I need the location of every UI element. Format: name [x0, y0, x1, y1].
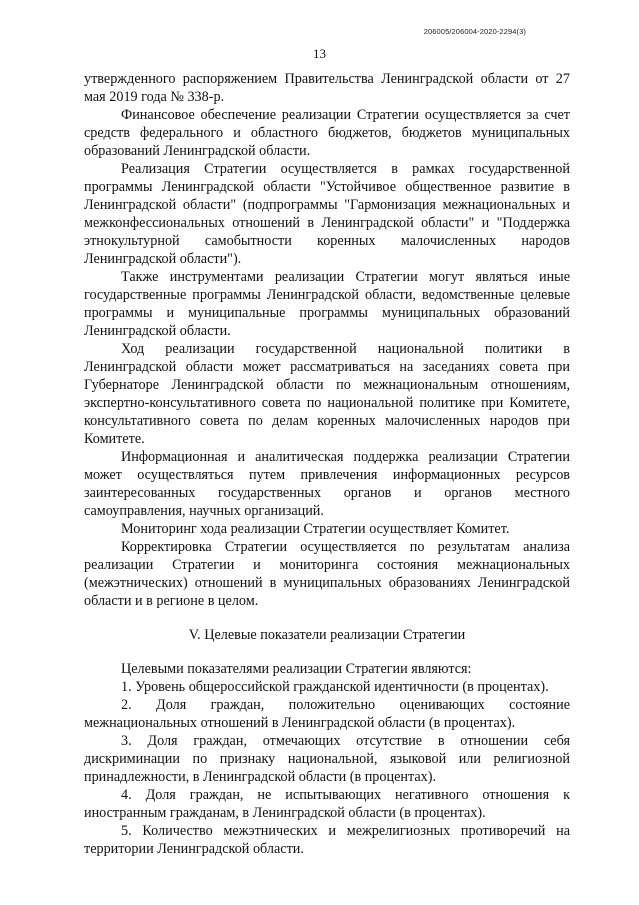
paragraph: Корректировка Стратегии осуществляется по результатам анализа реализации Стратегии и мониторинга состояния межнациональных (межэтнических) отношений в муниципальных образованиях Ленинградской области и в регионе в целом. — [84, 539, 570, 609]
list-item: 4. Доля граждан, не испытывающих негативного отношения к иностранным гражданам, в Ленинградской области (в процентах). — [84, 787, 570, 821]
paragraph: Целевыми показателями реализации Стратегии являются: — [121, 661, 472, 677]
paragraph: утвержденного распоряжением Правительства Ленинградской области от 27 мая 2019 года № 338-р. — [84, 71, 570, 105]
paragraph: Финансовое обеспечение реализации Стратегии осуществляется за счет средств федерального и областного бюджетов, бюджетов муниципальных образований Ленинградской области. — [84, 107, 570, 159]
list-item: 1. Уровень общероссийской гражданской идентичности (в процентах). — [121, 679, 549, 695]
list-item: 2. Доля граждан, положительно оценивающих состояние межнациональных отношений в Ленинградской области (в процентах). — [84, 697, 570, 731]
list-item: 3. Доля граждан, отмечающих отсутствие в отношении себя дискриминации по признаку национальной, языковой или религиозной принадлежности, в Ленинградской области (в процентах). — [84, 733, 570, 785]
paragraph: Также инструментами реализации Стратегии могут являться иные государственные программы Ленинградской области, ведомственные целевые программы и муниципальные программы муниципальных образований Ленинградской области. — [84, 269, 570, 339]
list-item: 5. Количество межэтнических и межрелигиозных противоречий на территории Ленинградской области. — [84, 823, 570, 857]
document-id: 206005/206004-2020-2294(3) — [423, 27, 526, 36]
paragraph: Реализация Стратегии осуществляется в рамках государственной программы Ленинградской области "Устойчивое общественное развитие в Ленинградской области" (подпрограммы "Гармонизация межнациональных и межконфессиональных отношений в Ленинградской области" и "Поддержка этнокультурной самобытности коренных малочисленных народов Ленинградской области"). — [84, 161, 570, 267]
paragraph: Мониторинг хода реализации Стратегии осуществляет Комитет. — [121, 521, 510, 537]
paragraph: Ход реализации государственной национальной политики в Ленинградской области может рассматриваться на заседаниях совета при Губернаторе Ленинградской области по межнациональным отношениям, экспертно-консультативного совета по национальной политике при Комитете, консультативного совета по делам коренных малочисленных народов при Комитете. — [84, 341, 570, 447]
page-number: 13 — [313, 46, 326, 61]
section-heading: V. Целевые показатели реализации Стратегии — [188, 627, 466, 643]
paragraph: Информационная и аналитическая поддержка реализации Стратегии может осуществляться путем привлечения информационных ресурсов заинтересованных государственных органов и органов местного самоуправления, научных организаций. — [84, 449, 570, 519]
document-body — [84, 70, 570, 858]
